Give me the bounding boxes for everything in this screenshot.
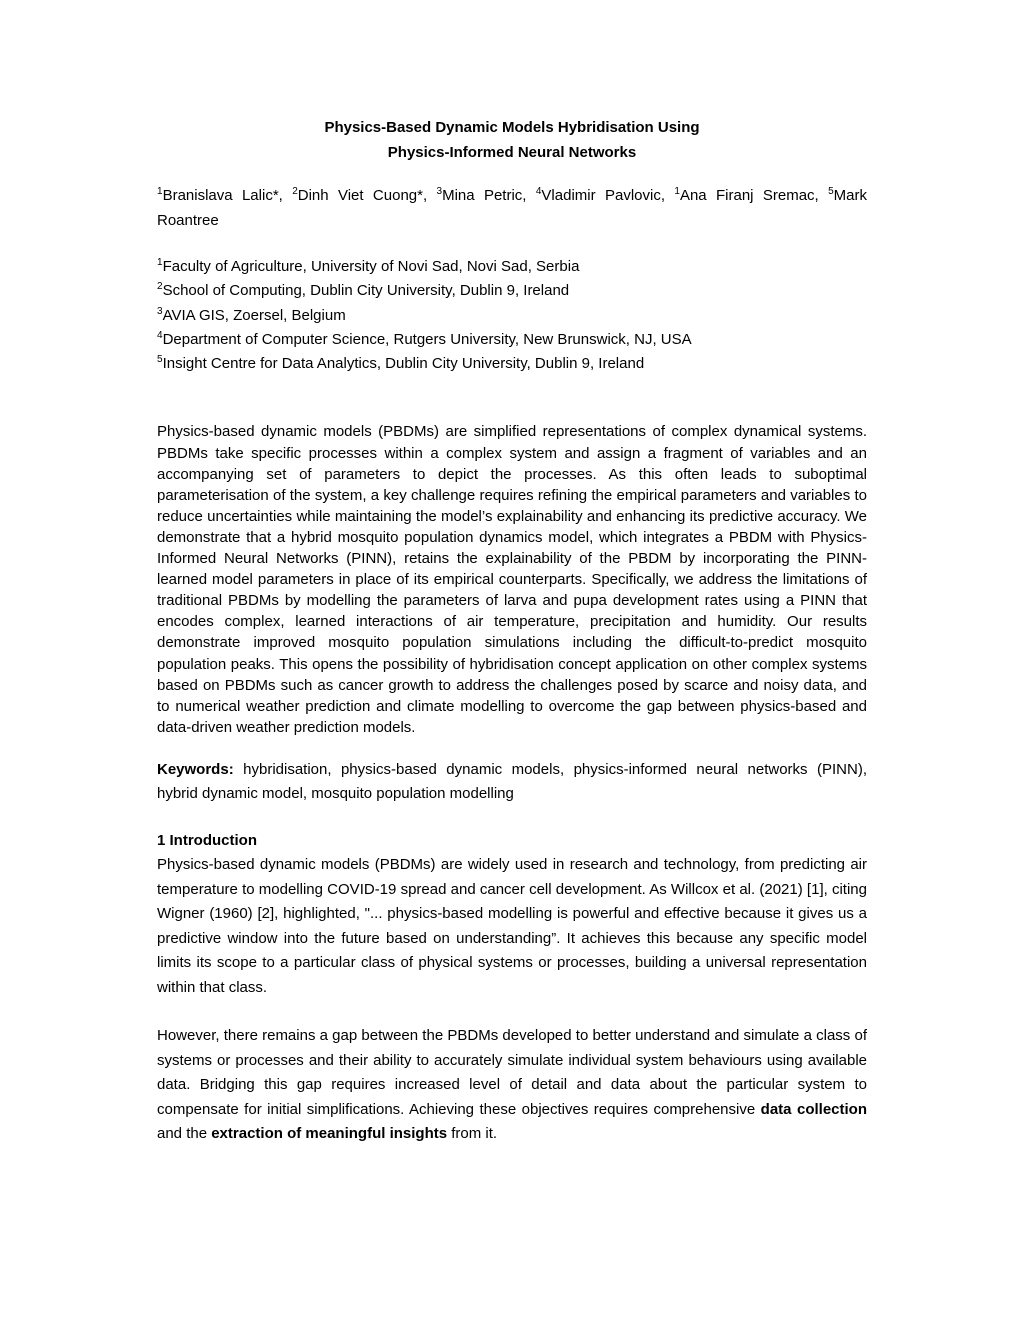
keywords-paragraph	[157, 758, 867, 807]
author-line-1	[157, 183, 867, 208]
title-line-2: Physics-Informed Neural Networks	[387, 144, 637, 161]
intro-p2-mid: and the	[157, 1125, 208, 1143]
affiliation-1-sup: 1	[157, 257, 163, 268]
paper-content	[157, 115, 867, 1147]
affiliation-4	[157, 328, 867, 352]
affiliation-2-text: School of Computing, Dublin City University, Dublin 9, Ireland	[162, 282, 570, 300]
affiliation-3-sup: 3	[157, 305, 163, 317]
author-6-sup: 5	[828, 186, 834, 197]
introduction-paragraph-1: Physics-based dynamic models (PBDMs) are widely used in research and technology, from predicting air temperature to modelling COVID-19 spread and cancer cell development. As Willcox et al. (2021) [1], citing Wigner (1960) [2], highlighted, "... physics-based modelling is powerful and effective because it gives us a predictive window into the future based on understanding”. It achieves this because any specific model limits its scope to a particular class of physical systems or processes, building a universal representation within that class.	[157, 856, 867, 996]
paper-title	[157, 115, 867, 165]
intro-p2-text: However, there remains a gap between the PBDMs developed to better understand and simulate a class of systems or processes and their ability to accurately simulate individual system behaviours using available data. Bridging this gap requires increased level of detail and data about the particular system to compensate for initial simplifications. Achieving these objectives requires comprehensive	[157, 1027, 867, 1118]
author-list	[157, 183, 867, 233]
author-4-name: Vladimir Pavlovic,	[541, 187, 665, 204]
affiliation-3-text: AVIA GIS, Zoersel, Belgium	[162, 306, 346, 324]
keywords-text: hybridisation, physics-based dynamic models, physics-informed neural networks (PINN), hybrid dynamic model, mosquito population modelling	[157, 760, 867, 803]
author-1-name: Branislava Lalic*,	[162, 187, 283, 204]
intro-p2-bold-insights: extraction of meaningful insights	[211, 1125, 448, 1143]
author-1-sup: 1	[157, 186, 163, 197]
affiliation-4-sup: 4	[157, 329, 163, 341]
author-line-2: Roantree	[157, 212, 219, 229]
intro-p2-end: from it.	[451, 1125, 498, 1143]
author-5-sup: 1	[674, 186, 680, 197]
affiliation-3	[157, 304, 867, 328]
title-line-1: Physics-Based Dynamic Models Hybridisation Using	[324, 119, 700, 136]
affiliation-2-sup: 2	[157, 281, 163, 293]
affiliation-5-sup: 5	[157, 354, 163, 366]
abstract-paragraph: Physics-based dynamic models (PBDMs) are simplified representations of complex dynamical systems. PBDMs take specific processes within a complex system and assign a fragment of variables and an accompanying set of parameters to depict the processes. As this often leads to suboptimal parameterisation of the system, a key challenge requires refining the empirical parameters and variables to reduce uncertainties while maintaining the model’s explainability and enhancing its predictive accuracy. We demonstrate that a hybrid mosquito population dynamics model, which integrates a PBDM with Physics-Informed Neural Networks (PINN), retains the explainability of the PBDM by incorporating the PINN-learned model parameters in place of its empirical counterparts. Specifically, we address the limitations of traditional PBDMs by modelling the parameters of larva and pupa development rates using a PINN that encodes complex, learned interactions of air temperature, precipitation and humidity. Our results demonstrate improved mosquito population simulations including the difficult-to-predict mosquito population peaks. This opens the possibility of hybridisation concept application on other complex systems based on PBDMs such as cancer growth to address the challenges posed by scarce and noisy data, and to numerical weather prediction and climate modelling to overcome the gap between physics-based and data-driven weather prediction models.	[157, 423, 867, 736]
affiliation-4-text: Department of Computer Science, Rutgers University, New Brunswick, NJ, USA	[162, 330, 692, 348]
author-4-sup: 4	[535, 186, 542, 197]
author-2-name: Dinh Viet Cuong*,	[297, 187, 428, 204]
author-5-name: Ana Firanj Sremac,	[679, 187, 819, 204]
keywords-label: Keywords:	[157, 760, 234, 778]
author-2-sup: 2	[292, 186, 298, 197]
affiliation-1	[157, 255, 867, 279]
author-3-sup: 3	[436, 186, 443, 197]
section-heading-introduction: 1 Introduction	[157, 831, 257, 849]
intro-p2-bold-data-collection: data collection	[760, 1100, 867, 1118]
affiliation-5	[157, 352, 867, 376]
affiliation-2	[157, 279, 867, 303]
introduction-paragraph-2	[157, 1024, 867, 1147]
affiliation-list	[157, 255, 867, 376]
affiliation-1-text: Faculty of Agriculture, University of Novi Sad, Novi Sad, Serbia	[162, 258, 580, 275]
author-6-name-first: Mark	[833, 187, 868, 204]
author-3-name: Mina Petric,	[442, 187, 527, 204]
affiliation-5-text: Insight Centre for Data Analytics, Dublin City University, Dublin 9, Ireland	[162, 355, 645, 373]
